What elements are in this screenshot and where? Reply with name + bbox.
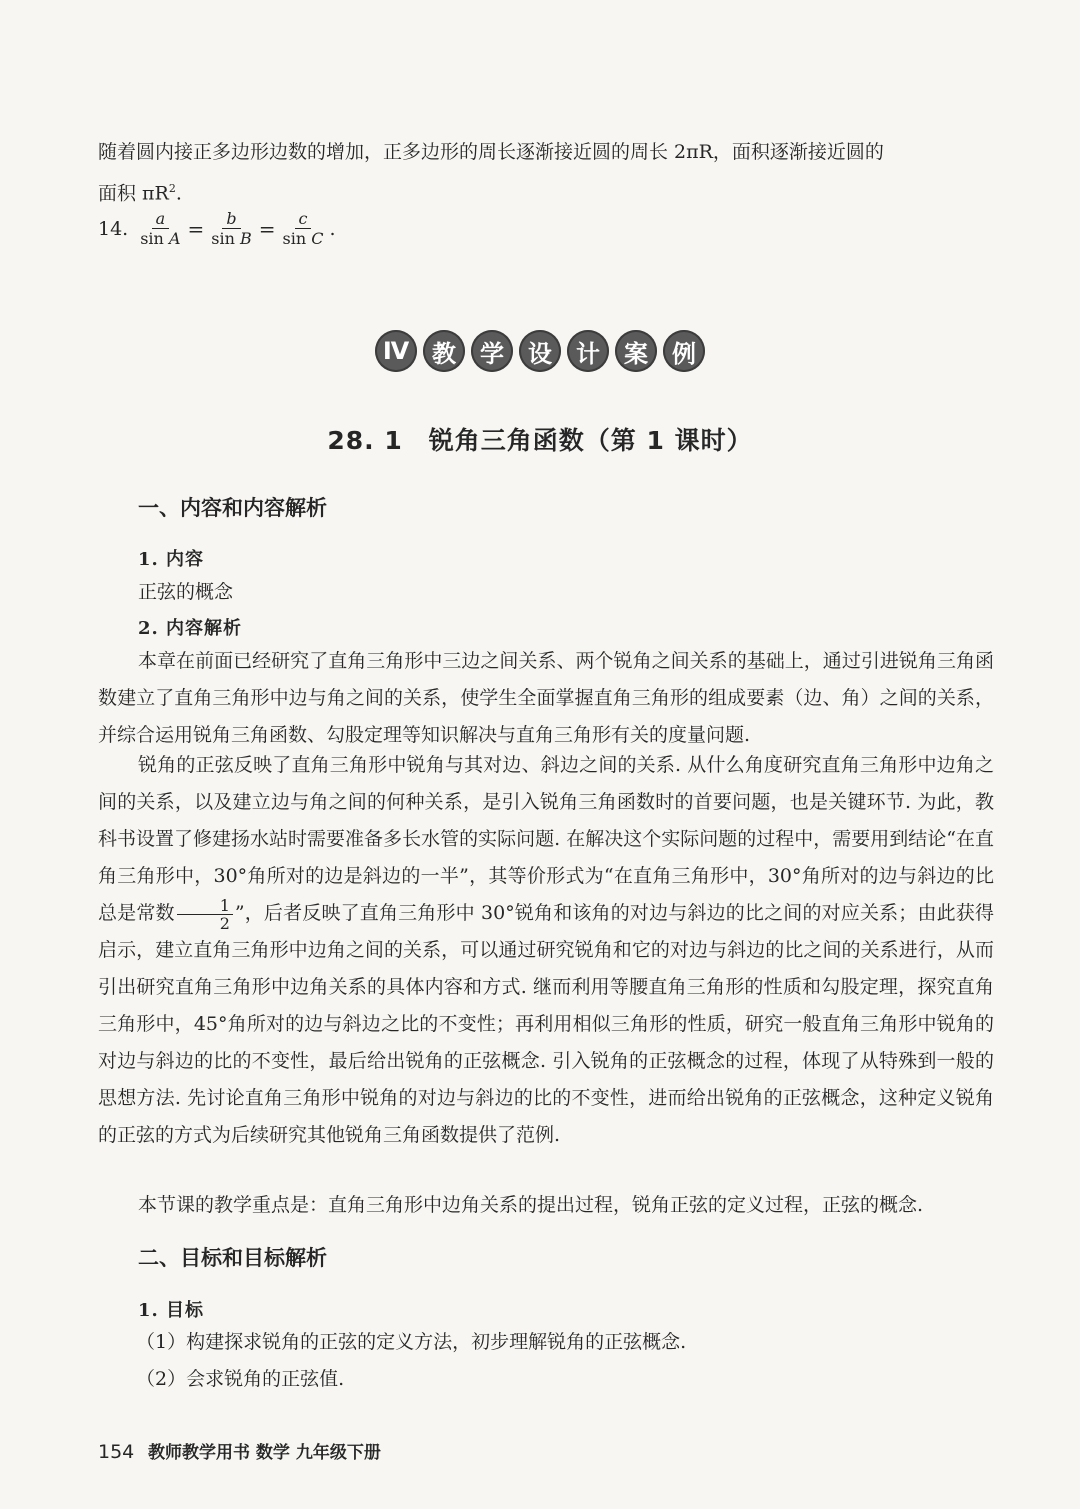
- section-heading-goals: 二、目标和目标解析: [138, 1246, 327, 1270]
- fraction-b-sinB: $\frac{b}{\text{sin B}}$: [211, 209, 252, 248]
- page-footer: [98, 1438, 381, 1463]
- subheading-content-analysis: 2. 内容解析: [138, 618, 243, 639]
- lesson-title: 28. 1 锐角三角函数（第 1 课时）: [327, 426, 753, 455]
- paragraph-key-point: 本节课的教学重点是：直角三角形中边角关系的提出过程，锐角正弦的定义过程，正弦的概念.: [138, 1194, 924, 1216]
- goal-item-1: （1）构建探求锐角的正弦的定义方法，初步理解锐角的正弦概念.: [136, 1331, 687, 1353]
- banner-char: 教: [423, 330, 465, 372]
- banner-char: 例: [663, 330, 705, 372]
- section-heading-content: 一、内容和内容解析: [138, 496, 327, 520]
- page-number: 154: [98, 1441, 135, 1463]
- paragraph-analysis-2: 锐角的正弦反映了直角三角形中锐角与其对边、斜边之间的关系. 从什么角度研究直角三角形中边角之间的关系，以及建立边与角之间的何种关系，是引入锐角三角函数时的首要问题，也是关键环节. 为此，教科书设置了修建扬水站时需要准备多长水管的实际问题. 在解决这个实际问题的过程中，需要用到结论“在直角三角形中，30°角所对的边是斜边的一半”，其等价形式为“在直角三角形中，30°角所对的边与斜边的比总是常数 $\frac{1}{2}$ ”，后者反映了直角三角形中 30°锐角和该角的对边与斜边的比之间的对应关系；由此获得启示，建立直角三角形中边角之间的关系，可以通过研究锐角和它的对边与斜边的比之间的关系进行，从而引出研究直角三角形中边角关系的具体内容和方式. 继而利用等腰直角三角形的性质和勾股定理，探究直角三角形中，45°角所对的边与斜边之比的不变性；再利用相似三角形的性质，研究一般直角三角形中锐角的对边与斜边的比的不变性，最后给出锐角的正弦概念. 引入锐角的正弦概念的过程，体现了从特殊到一般的思想方法. 先讨论直角三角形中锐角的对边与斜边的比的不变性，进而给出锐角的正弦概念，这种定义锐角的正弦的方式为后续研究其他锐角三角函数提供了范例.: [98, 754, 994, 1146]
- banner-char: 计: [567, 330, 609, 372]
- intro-line-2: 面积 $\pi R^2$.: [98, 182, 182, 205]
- item-number: 14.: [98, 218, 129, 240]
- intro-line-1: 随着圆内接正多边形边数的增加，正多边形的周长逐渐接近圆的周长 2πR，面积逐渐接近圆的: [98, 141, 884, 163]
- banner-roman-numeral: Ⅳ: [375, 330, 417, 372]
- subheading-content: 1. 内容: [138, 549, 205, 570]
- fraction-c-sinC: $\frac{c}{\text{sin C}}$: [282, 209, 324, 248]
- content-text: 正弦的概念: [138, 581, 234, 603]
- banner-char: 案: [615, 330, 657, 372]
- goal-item-2: （2）会求锐角的正弦值.: [136, 1368, 345, 1390]
- banner-char: 设: [519, 330, 561, 372]
- banner-char: 学: [471, 330, 513, 372]
- subheading-goals: 1. 目标: [138, 1300, 205, 1321]
- fraction-one-half: $\frac{1}{2}$: [177, 897, 233, 932]
- fraction-a-sinA: $\frac{a}{\text{sin A}}$: [140, 209, 181, 248]
- law-of-sines-formula: 14. $\frac{a}{\text{sin A}}$ = $\frac{b}{\text{sin B}}$ = $\frac{c}{\text{sin C}}$ .: [98, 209, 336, 248]
- section-banner: [0, 330, 1080, 372]
- book-title: 教师教学用书 数学 九年级下册: [148, 1443, 381, 1463]
- paragraph-analysis-1: 本章在前面已经研究了直角三角形中三边之间关系、两个锐角之间关系的基础上，通过引进锐角三角函数建立了直角三角形中边与角之间的关系，使学生全面掌握直角三角形的组成要素（边、角）之间的关系，并综合运用锐角三角函数、勾股定理等知识解决与直角三角形有关的度量问题.: [98, 650, 994, 746]
